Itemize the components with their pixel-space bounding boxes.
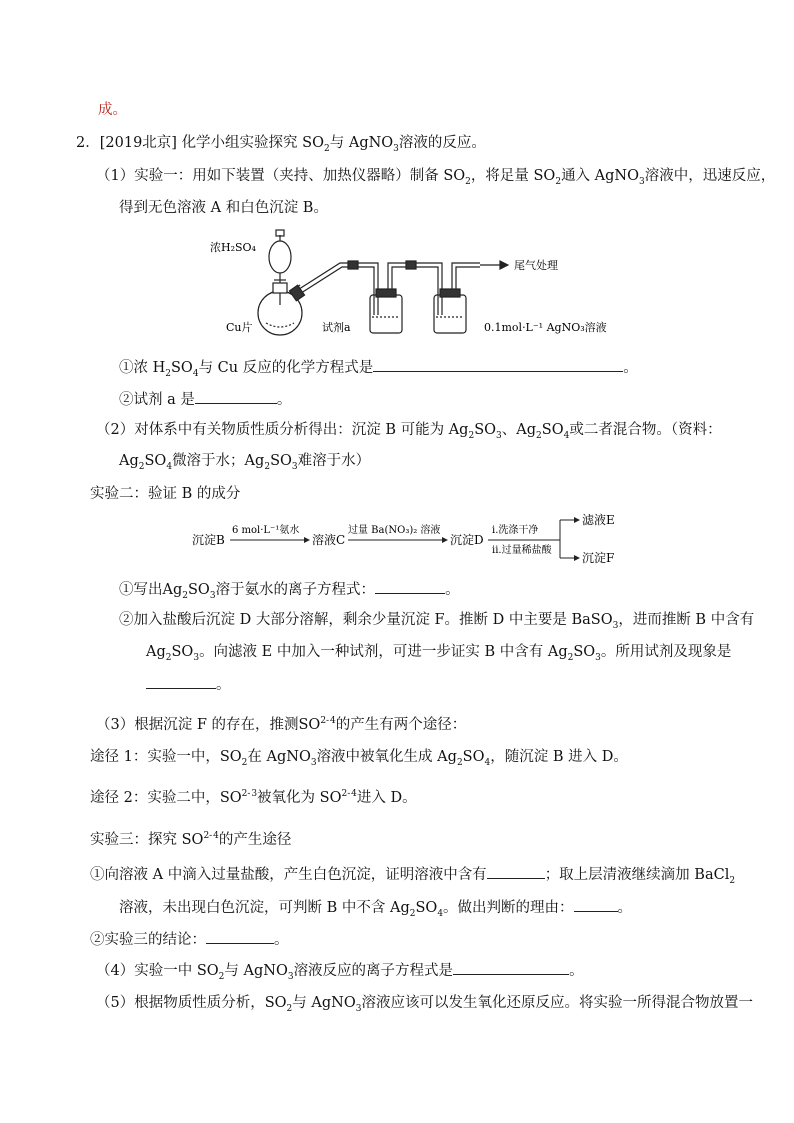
question-2-intro [76,133,486,159]
q-text: ，随沉淀 B 进入 D。 [490,749,628,765]
subscript: 4 [437,908,444,919]
q-text: SO [171,644,194,660]
arrowhead [304,537,310,543]
question-3-1 [90,864,735,891]
ion-charge: 2- 4 [341,789,357,799]
q-text: SO [474,422,497,438]
answer-blank[interactable] [375,579,445,594]
q-text: SO [188,582,210,598]
q-text: （2）对体系中有关物质性质分析得出：沉淀 B 可能为 Ag [96,422,469,438]
q-text: 。 [569,963,584,979]
subscript: 2 [165,368,171,379]
apparatus-diagram [200,225,620,340]
part1-line2-text: 得到无色溶液 A 和白色沉淀 B。 [119,200,328,216]
subscript: 2 [536,430,542,441]
part-2-text [96,420,722,446]
part-4-text [96,960,584,987]
q-text: 的产生有两个途径： [335,716,467,733]
q-text: 。 [276,392,292,408]
intro-text: 与 AgNO [329,135,394,151]
node-solution-c: 溶液C [312,533,346,547]
subscript: 3 [595,652,601,663]
subscript: 3 [393,143,399,154]
part-1-line2 [119,198,328,218]
intro-text: 化学小组实验探究 SO [181,135,324,151]
subscript: 3 [639,176,645,187]
q-text: ；取上层清液继续滴加 BaCl [544,867,730,883]
q-text: 溶液应该可以发生氧化还原反应。将实验一所得混合物放置一 [361,995,753,1011]
q-text: 的产生途径 [218,831,292,848]
subscript: 4 [563,430,570,441]
q-text: 。 [623,360,638,376]
subscript: 3 [291,461,298,472]
subscript: 2 [241,757,248,768]
q-text: ②加入盐酸后沉淀 D 大部分溶解，剩余少量沉淀 F。推断 D 中主要是 BaSO [119,612,613,628]
question-2-2 [119,610,754,636]
reagent-a-label: 试剂a [322,321,351,334]
reagent-ammonia: 6 mol·L⁻¹氨水 [232,525,300,536]
q-text: 微溶于水；Ag [172,453,265,469]
q-text: ②试剂 a 是 [119,392,195,408]
subscript: 2 [218,971,225,982]
q-text: 、Ag [501,422,537,438]
subscript: 2 [138,461,145,472]
ion-charge: 2- 3 [241,789,258,799]
ion-charge: 2- 4 [203,831,219,841]
copper-label: Cu片 [226,321,253,334]
q-text: SO [270,453,292,469]
route-1 [90,747,628,773]
subscript: 2 [456,757,463,768]
q-text: 在 AgNO [247,749,311,765]
tail-gas-label: 尾气处理 [514,259,558,272]
q-text: 途径 1：实验一中，SO [90,749,242,765]
q-text: Ag [119,453,139,469]
subscript: 4 [484,757,491,768]
answer-blank[interactable] [574,897,618,912]
q-text: 。做出判断的理由： [443,900,574,916]
q-text: 与 AgNO [292,995,356,1011]
q-text: 。 [216,677,231,693]
question-1-2 [119,389,291,410]
silver-nitrate-label: 0.1mol·L⁻¹ AgNO₃溶液 [484,321,607,334]
experiment-2-title [90,484,240,504]
node-precipitate-f: 沉淀F [582,551,615,565]
node-precipitate-b: 沉淀B [192,533,225,547]
subscript: 2 [729,875,736,886]
q-text: 。向滤液 E 中加入一种试剂，可进一步证实 B 中含有 Ag [199,644,568,660]
separatory-funnel [269,230,291,305]
part1-segment: 溶液中，迅速反应， [644,168,776,184]
part-2-line2 [119,451,370,477]
question-2-2-line3 [146,674,231,695]
arrowhead [574,555,580,561]
q-text: 与 AgNO [224,963,288,979]
subscript: 3 [310,757,317,768]
q-text: 溶于氨水的离子方程式： [215,582,376,598]
node-precipitate-d: 沉淀D [450,533,484,547]
q-text: 实验三：探究 SO [90,831,204,848]
subscript: 2 [286,1003,293,1014]
q-text: ①写出Ag [119,582,183,598]
subscript: 3 [355,1003,362,1014]
q-text: SO [573,644,596,660]
q-text: SO [144,453,167,469]
subscript: 2 [468,430,475,441]
node-filtrate-e: 滤液E [582,513,615,527]
flow-diagram [188,506,628,568]
subscript: 2 [324,143,330,154]
intro-text: 溶液的反应。 [398,135,486,151]
connecting-tubes [289,261,508,315]
q-text: 或二者混合物。（资料： [569,422,722,438]
ion-charge: 2- 4 [320,716,336,726]
subscript: 4 [166,461,173,472]
answer-blank[interactable] [373,357,623,372]
previous-answer-tail [98,100,127,120]
subscript: 2 [264,461,271,472]
answer-blank[interactable] [453,960,569,975]
q-text: （5）根据物质性质分析，SO [96,995,287,1011]
question-3-1-line2 [119,897,632,924]
q-text: 。 [617,900,633,916]
subscript: 2 [555,176,562,187]
reagent-barium-nitrate: 过量 Ba(NO₃)₂ 溶液 [348,525,441,536]
answer-blank[interactable] [487,864,545,879]
arrowhead [574,517,580,523]
q-text: 溶液反应的离子方程式是 [293,963,454,979]
q-text: 。 [445,582,460,598]
arrowhead [442,537,448,543]
q-text: ，进而推断 B 中含有 [618,612,755,628]
acid-label: 浓H₂SO₄ [210,241,256,254]
q-text: 溶液中被氧化生成 Ag [316,749,457,765]
q-text: SO [171,360,193,376]
q-text: 。 [274,932,289,948]
subscript: 2 [567,652,574,663]
subscript: 3 [193,652,200,663]
tail-text: 成。 [98,102,127,118]
subscript: 3 [209,590,216,601]
q-text: 溶液，未出现白色沉淀，可判断 B 中不含 Ag [119,900,410,916]
q-text: 。所用试剂及现象是 [600,644,732,660]
q-text: 进入 D。 [356,789,417,806]
part1-segment: ，将足量 SO [470,168,556,184]
subscript: 3 [612,620,619,631]
q-text: 途径 2：实验二中，SO [90,789,242,806]
subscript: 4 [192,368,199,379]
q-text: ②实验三的结论： [90,932,206,948]
subscript: 2 [465,176,471,187]
q-text: 难溶于水） [297,453,371,469]
q-text: SO [415,900,438,916]
answer-blank[interactable] [206,929,274,944]
q-text: ①向溶液 A 中滴入过量盐酸，产生白色沉淀，证明溶液中含有 [90,867,487,883]
q-text: ①浓 H [119,360,166,376]
experiment-3-title [90,826,291,850]
question-2-1 [119,579,460,606]
part-1-text [96,166,775,192]
q-text: SO [541,422,564,438]
question-source: [2019北京] [99,135,177,151]
subscript: 3 [287,971,294,982]
subscript: 2 [165,652,172,663]
subscript: 2 [182,590,188,601]
part-5-text [96,993,753,1019]
q-text: （4）实验一中 SO [96,963,219,979]
step-wash: i.洗涤干净 [492,525,539,536]
route-2 [90,784,417,808]
q-text: Ag [146,644,166,660]
question-1-1 [119,357,638,384]
part1-segment: 通入 AgNO [561,168,639,184]
question-number: 2． [76,135,100,151]
part-3-text [96,711,466,735]
q-text: （3）根据沉淀 F 的存在，推测SO [96,716,321,733]
wash-bottles [370,289,466,333]
question-2-2-line2 [146,642,731,668]
answer-blank[interactable] [195,389,277,404]
q-text: 与 Cu 反应的化学方程式是 [198,360,374,376]
q-text: 被氧化为 SO [257,789,342,806]
answer-blank[interactable] [146,674,216,689]
part1-segment: （1）实验一：用如下装置（夹持、加热仪器略）制备 SO [96,168,466,184]
q-text: SO [462,749,485,765]
subscript: 3 [496,430,502,441]
title-text: 实验二：验证 B 的成分 [90,486,241,502]
question-3-2 [90,929,289,950]
subscript: 2 [409,908,416,919]
step-hcl: ii.过量稀盐酸 [492,545,552,556]
